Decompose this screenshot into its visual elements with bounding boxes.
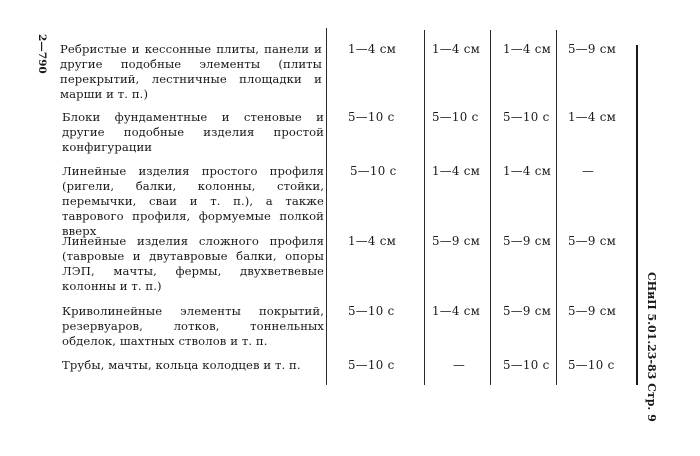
row-description: Линейные изделия сложного профиля (тавровые и двутавровые балки, опоры ЛЭП, мачты, фермы, двухветвевые колонны и т. п.) — [62, 234, 324, 293]
table-cell: 5—10 с — [568, 358, 615, 372]
table-cell: 5—9 см — [432, 234, 481, 248]
column-rule-4 — [556, 30, 557, 385]
table-cell: — — [582, 164, 595, 178]
table-cell: 1—4 см — [503, 42, 552, 56]
table-cell: 1—4 см — [568, 110, 617, 124]
row-description: Ребристые и кессонные плиты, панели и другие подобные элементы (плиты перекрытий, лестничные площадки и марши и т. п.) — [60, 42, 322, 101]
column-rule-3 — [490, 30, 491, 385]
table-cell: 5—9 см — [568, 234, 617, 248]
table-cell: 5—10 с — [348, 358, 395, 372]
right-border-rule — [636, 45, 638, 385]
row-description: Трубы, мачты, кольца колодцев и т. п. — [62, 358, 301, 372]
table-cell: 5—9 см — [568, 304, 617, 318]
table-cell: 1—4 см — [348, 234, 397, 248]
table-cell: 5—10 с — [503, 110, 550, 124]
document-reference: СНиП 5.01.23-83 Стр. 9 — [645, 272, 658, 422]
row-description: Линейные изделия простого профиля (ригели, балки, колонны, стойки, перемычки, сваи и т. п.), а также таврового профиля, формуемые полкой вверх — [62, 164, 324, 238]
table-cell: — — [453, 358, 466, 372]
table-cell: 5—9 см — [568, 42, 617, 56]
table-cell: 1—4 см — [503, 164, 552, 178]
table-cell: 5—9 см — [503, 304, 552, 318]
row-description: Криволинейные элементы покрытий, резервуаров, лотков, тоннельных обделок, шахтных стволов и т. п. — [62, 304, 324, 348]
row-description: Блоки фундаментные и стеновые и другие подобные изделия простой конфигурации — [62, 110, 324, 154]
table-cell: 5—10 с — [348, 304, 395, 318]
table-cell: 5—10 с — [432, 110, 479, 124]
table-cell: 1—4 см — [432, 164, 481, 178]
table-cell: 1—4 см — [432, 42, 481, 56]
table-cell: 1—4 см — [432, 304, 481, 318]
margin-code: 2—790 — [36, 34, 48, 74]
table-cell: 1—4 см — [348, 42, 397, 56]
table-cell: 5—9 см — [503, 234, 552, 248]
table-cell: 5—10 с — [350, 164, 397, 178]
table-cell: 5—10 с — [503, 358, 550, 372]
column-rule-2 — [424, 30, 425, 385]
table-cell: 5—10 с — [348, 110, 395, 124]
column-rule-1 — [326, 28, 327, 385]
